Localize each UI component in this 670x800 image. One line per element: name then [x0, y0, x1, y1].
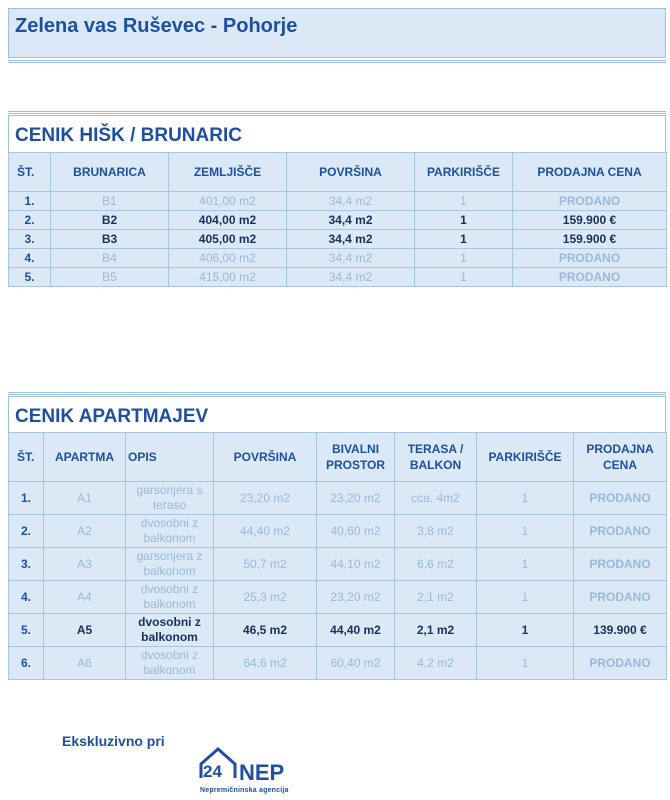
column-header: POVRŠINA: [287, 153, 415, 192]
divider: [8, 111, 666, 114]
table-row: [9, 230, 667, 249]
logo-subtitle: Nepremičninska agencija: [200, 787, 289, 794]
column-header: ŠT.: [9, 433, 44, 482]
cell-area: 34,4 m2: [287, 268, 415, 287]
cell-price: PRODANO: [574, 647, 667, 680]
cell-no: 2.: [9, 515, 44, 548]
column-header: POVRŠINA: [214, 433, 317, 482]
column-header: OPIS: [126, 433, 214, 482]
page-title-box: [8, 8, 666, 58]
cell-no: 5.: [9, 268, 51, 287]
cell-parking: 1: [477, 515, 574, 548]
cell-land: 404,00 m2: [169, 211, 287, 230]
cell-parking: 1: [415, 192, 513, 211]
divider: [8, 392, 666, 395]
table-header-row: [9, 153, 667, 192]
cell-parking: 1: [415, 249, 513, 268]
cell-price: 159.900 €: [513, 211, 667, 230]
column-header: ŠT.: [9, 153, 51, 192]
cell-desc: garsonjera z balkonom: [126, 548, 214, 581]
cell-living: 60,40 m2: [317, 647, 395, 680]
cell-parking: 1: [415, 230, 513, 249]
cell-desc: garsonjera s teraso: [126, 482, 214, 515]
cell-name: B5: [51, 268, 169, 287]
cell-price: PRODANO: [574, 548, 667, 581]
table-row: [9, 211, 667, 230]
column-header: BRUNARICA: [51, 153, 169, 192]
cell-area: 50,7 m2: [214, 548, 317, 581]
table-row: [9, 268, 667, 287]
cell-parking: 1: [477, 548, 574, 581]
cell-name: A6: [44, 647, 126, 680]
cell-price: PRODANO: [513, 268, 667, 287]
page-title: Zelena vas Ruševec - Pohorje: [15, 15, 298, 37]
cell-desc: dvosobni z balkonom: [126, 614, 214, 647]
cell-price: PRODANO: [513, 192, 667, 211]
cell-no: 2.: [9, 211, 51, 230]
cell-name: B4: [51, 249, 169, 268]
cell-name: A3: [44, 548, 126, 581]
cell-area: 44,40 m2: [214, 515, 317, 548]
table-header-row: [9, 433, 667, 482]
cell-area: 23,20 m2: [214, 482, 317, 515]
exclusive-label: Ekskluzivno pri: [62, 733, 165, 749]
cell-price: PRODANO: [574, 482, 667, 515]
cell-land: 401,00 m2: [169, 192, 287, 211]
cell-area: 34,4 m2: [287, 230, 415, 249]
cell-area: 34,4 m2: [287, 249, 415, 268]
cell-terrace: 4,2 m2: [395, 647, 477, 680]
cell-living: 23,20 m2: [317, 581, 395, 614]
cell-no: 5.: [9, 614, 44, 647]
cell-terrace: 2,1 m2: [395, 614, 477, 647]
cell-parking: 1: [415, 268, 513, 287]
cell-no: 4.: [9, 581, 44, 614]
apartments-section-title: [8, 396, 666, 434]
table-row: [9, 548, 667, 581]
column-header: PRODAJNA CENA: [513, 153, 667, 192]
houses-section-title: [8, 115, 666, 153]
table-row: [9, 614, 667, 647]
cell-desc: dvosobni z balkonom: [126, 515, 214, 548]
cell-living: 23,20 m2: [317, 482, 395, 515]
logo-number: 24: [203, 762, 222, 781]
cell-name: A4: [44, 581, 126, 614]
divider: [8, 60, 666, 63]
cell-area: 34,4 m2: [287, 192, 415, 211]
cell-price: 159.900 €: [513, 230, 667, 249]
houses-title: CENIK HIŠK / BRUNARIC: [15, 125, 242, 146]
table-row: [9, 581, 667, 614]
cell-living: 44,10 m2: [317, 548, 395, 581]
cell-name: B1: [51, 192, 169, 211]
table-row: [9, 192, 667, 211]
cell-living: 44,40 m2: [317, 614, 395, 647]
cell-parking: 1: [477, 482, 574, 515]
houses-price-table: [8, 152, 667, 287]
cell-land: 405,00 m2: [169, 230, 287, 249]
cell-no: 4.: [9, 249, 51, 268]
logo-name: NEP: [239, 760, 285, 785]
apartments-title: CENIK APARTMAJEV: [15, 406, 209, 427]
cell-terrace: 2,1 m2: [395, 581, 477, 614]
table-row: [9, 249, 667, 268]
cell-desc: dvosobni z balkonom: [126, 581, 214, 614]
table-row: [9, 482, 667, 515]
apartments-price-table: [8, 432, 667, 680]
cell-living: 40,60 m2: [317, 515, 395, 548]
cell-area: 64,6 m2: [214, 647, 317, 680]
cell-parking: 1: [415, 211, 513, 230]
cell-desc: dvosobni z balkonom: [126, 647, 214, 680]
table-row: [9, 515, 667, 548]
cell-land: 415,00 m2: [169, 268, 287, 287]
cell-parking: 1: [477, 614, 574, 647]
cell-land: 406,00 m2: [169, 249, 287, 268]
column-header: PARKIRIŠČE: [415, 153, 513, 192]
cell-terrace: 6,6 m2: [395, 548, 477, 581]
table-row: [9, 647, 667, 680]
cell-name: A1: [44, 482, 126, 515]
cell-name: A2: [44, 515, 126, 548]
cell-no: 6.: [9, 647, 44, 680]
column-header: PRODAJNA CENA: [574, 433, 667, 482]
column-header: TERASA / BALKON: [395, 433, 477, 482]
cell-name: A5: [44, 614, 126, 647]
column-header: ZEMLJIŠČE: [169, 153, 287, 192]
column-header: APARTMA: [44, 433, 126, 482]
cell-no: 1.: [9, 192, 51, 211]
cell-no: 1.: [9, 482, 44, 515]
column-header: BIVALNI PROSTOR: [317, 433, 395, 482]
cell-no: 3.: [9, 230, 51, 249]
cell-price: 139.900 €: [574, 614, 667, 647]
cell-no: 3.: [9, 548, 44, 581]
cell-terrace: 3,8 m2: [395, 515, 477, 548]
cell-price: PRODANO: [574, 581, 667, 614]
column-header: PARKIRIŠČE: [477, 433, 574, 482]
cell-price: PRODANO: [513, 249, 667, 268]
cell-name: B2: [51, 211, 169, 230]
cell-parking: 1: [477, 581, 574, 614]
cell-area: 46,5 m2: [214, 614, 317, 647]
cell-area: 34,4 m2: [287, 211, 415, 230]
cell-terrace: cca. 4m2: [395, 482, 477, 515]
cell-name: B3: [51, 230, 169, 249]
cell-price: PRODANO: [574, 515, 667, 548]
cell-parking: 1: [477, 647, 574, 680]
cell-area: 25,3 m2: [214, 581, 317, 614]
